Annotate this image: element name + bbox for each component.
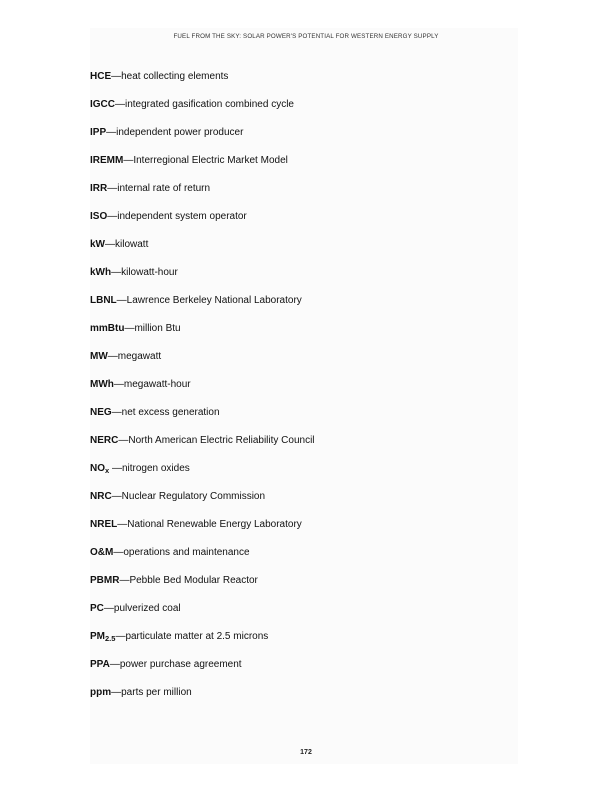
glossary-term-text: LBNL	[90, 295, 117, 306]
glossary-entry	[90, 658, 510, 686]
glossary-term-text: ISO	[90, 211, 108, 222]
glossary-term-text: NEG	[90, 407, 112, 418]
glossary-entry	[90, 546, 510, 574]
glossary-term	[90, 463, 109, 474]
glossary-entry	[90, 98, 510, 126]
glossary-entry	[90, 490, 510, 518]
glossary-term-text: IPP	[90, 127, 107, 138]
glossary-list	[90, 70, 510, 714]
glossary-term	[90, 127, 106, 138]
glossary-entry	[90, 266, 510, 294]
glossary-definition: —Lawrence Berkeley National Laboratory	[116, 295, 302, 306]
glossary-term	[90, 295, 117, 306]
glossary-term-text: IGCC	[90, 99, 115, 110]
glossary-entry	[90, 350, 510, 378]
glossary-definition: —million Btu	[124, 323, 181, 334]
glossary-entry	[90, 126, 510, 154]
glossary-term-text: O&M	[90, 547, 114, 558]
glossary-term-text: PM	[90, 631, 105, 642]
glossary-term-text: PPA	[90, 659, 110, 670]
glossary-entry	[90, 70, 510, 98]
glossary-term-text: IRR	[90, 183, 108, 194]
glossary-definition: —megawatt-hour	[113, 379, 191, 390]
glossary-term-text: kW	[90, 239, 105, 250]
glossary-term	[90, 99, 115, 110]
glossary-term	[90, 575, 119, 586]
glossary-definition: —power purchase agreement	[109, 659, 242, 670]
glossary-entry	[90, 210, 510, 238]
glossary-term	[90, 547, 113, 558]
glossary-definition: —Pebble Bed Modular Reactor	[119, 575, 258, 586]
glossary-term-subscript: x	[105, 466, 110, 475]
glossary-entry	[90, 378, 510, 406]
glossary-term-text: NREL	[90, 519, 118, 530]
glossary-term	[90, 211, 107, 222]
glossary-term	[90, 155, 123, 166]
running-header: FUEL FROM THE SKY: SOLAR POWER'S POTENTIAL FOR WESTERN ENERGY SUPPLY	[173, 33, 439, 40]
glossary-term-text: kWh	[90, 267, 112, 278]
glossary-term	[90, 519, 117, 530]
glossary-definition: —pulverized coal	[103, 603, 181, 614]
glossary-definition: —North American Electric Reliability Council	[118, 435, 315, 446]
glossary-term	[90, 687, 111, 698]
glossary-term-text: MWh	[90, 379, 114, 390]
glossary-definition: —internal rate of return	[107, 183, 211, 194]
glossary-term-text: ppm	[90, 687, 112, 698]
glossary-term	[90, 659, 110, 670]
glossary-term	[90, 603, 104, 614]
glossary-entry	[90, 574, 510, 602]
glossary-term	[90, 491, 112, 502]
glossary-definition: —independent system operator	[107, 211, 247, 222]
glossary-term-text: PC	[90, 603, 104, 614]
glossary-definition: —kilowatt	[105, 239, 149, 250]
glossary-entry	[90, 462, 510, 490]
glossary-term	[90, 631, 115, 642]
glossary-term-text: NRC	[90, 491, 112, 502]
glossary-definition: —particulate matter at 2.5 microns	[115, 631, 269, 642]
glossary-term-text: NERC	[90, 435, 119, 446]
glossary-term	[90, 239, 105, 250]
page-number: 172	[300, 749, 312, 756]
glossary-entry	[90, 630, 510, 658]
glossary-entry	[90, 518, 510, 546]
glossary-term-text: mmBtu	[90, 323, 125, 334]
glossary-term-text: HCE	[90, 71, 112, 82]
glossary-definition: —kilowatt-hour	[111, 267, 178, 278]
glossary-entry	[90, 686, 510, 714]
glossary-definition: —heat collecting elements	[111, 71, 229, 82]
glossary-term	[90, 323, 124, 334]
glossary-term-text: IREMM	[90, 155, 124, 166]
glossary-entry	[90, 602, 510, 630]
glossary-term-subscript: 2.5	[105, 634, 116, 643]
glossary-term	[90, 379, 114, 390]
glossary-term-text: NO	[90, 463, 105, 474]
glossary-entry	[90, 434, 510, 462]
glossary-definition: —independent power producer	[106, 127, 244, 138]
glossary-term	[90, 183, 107, 194]
glossary-term-text: MW	[90, 351, 108, 362]
glossary-entry	[90, 182, 510, 210]
glossary-term	[90, 407, 112, 418]
glossary-term	[90, 351, 108, 362]
glossary-term	[90, 267, 111, 278]
glossary-definition: —megawatt	[107, 351, 162, 362]
glossary-term	[90, 71, 111, 82]
glossary-definition: —National Renewable Energy Laboratory	[117, 519, 302, 530]
glossary-entry	[90, 294, 510, 322]
glossary-term-text: PBMR	[90, 575, 120, 586]
glossary-entry	[90, 406, 510, 434]
glossary-definition: —Nuclear Regulatory Commission	[111, 491, 266, 502]
glossary-entry	[90, 322, 510, 350]
glossary-definition: —Interregional Electric Market Model	[123, 155, 288, 166]
glossary-term	[90, 435, 118, 446]
glossary-definition: —integrated gasification combined cycle	[115, 99, 294, 110]
glossary-definition: —operations and maintenance	[113, 547, 250, 558]
glossary-definition: —nitrogen oxides	[109, 463, 190, 474]
glossary-definition: —net excess generation	[111, 407, 220, 418]
glossary-entry	[90, 154, 510, 182]
glossary-entry	[90, 238, 510, 266]
glossary-definition: —parts per million	[111, 687, 192, 698]
